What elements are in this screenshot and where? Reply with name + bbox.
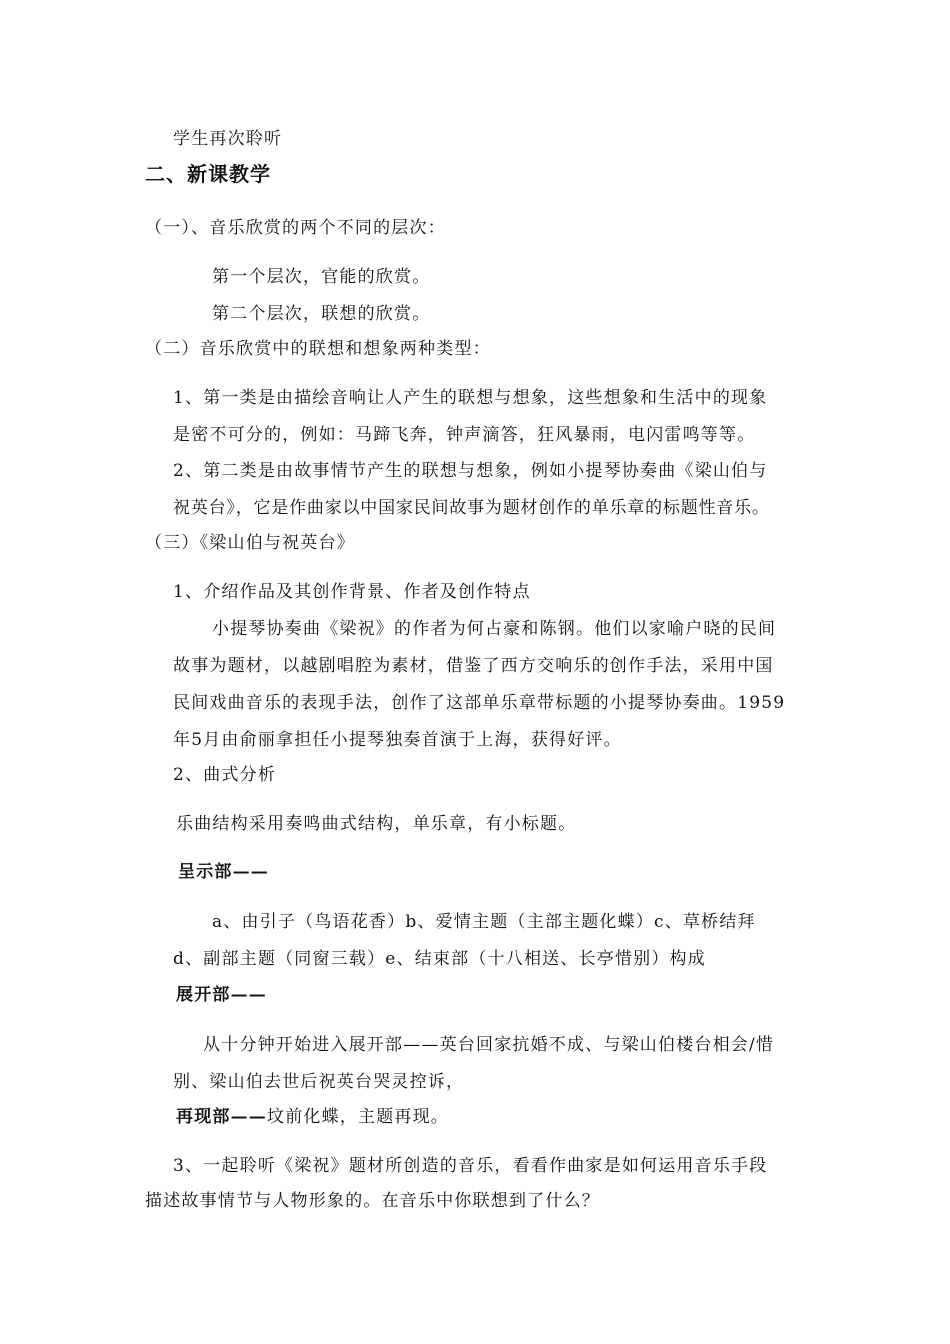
text-line: 祝英台》，它是作曲家以中国家民间故事为题材创作的单乐章的标题性音乐。	[173, 498, 770, 518]
text-line: a、由引子（鸟语花香）b、爱情主题（主部主题化蝶）c、草桥结拜	[212, 912, 756, 932]
text-line: 乐曲结构采用奏鸣曲式结构，单乐章，有小标题。	[176, 814, 577, 834]
text-line: d、副部主题（同窗三载）e、结束部（十八相送、长亭惜别）构成	[173, 949, 706, 969]
text-line: 小提琴协奏曲《梁祝》的作者为何占豪和陈钢。他们以家喻户晓的民间	[212, 619, 777, 639]
text-span: 坟前化蝶，主题再现。	[267, 1107, 449, 1127]
text-line: 是密不可分的，例如：马蹄飞奔，钟声滴答，狂风暴雨，电闪雷鸣等等。	[173, 425, 756, 445]
label-development: 展开部——	[176, 985, 267, 1005]
text-line: 第二个层次，联想的欣赏。	[212, 304, 431, 324]
text-line: 学生再次聆听	[173, 129, 283, 149]
section-heading: 二、新课教学	[145, 162, 271, 186]
label-recapitulation: 再现部——	[176, 1107, 267, 1127]
text-line	[176, 1106, 449, 1128]
text-line: 故事为题材，以越剧唱腔为素材，借鉴了西方交响乐的创作手法，采用中国	[173, 656, 774, 676]
text-line: 年5月由俞丽拿担任小提琴独奏首演于上海，获得好评。	[173, 730, 622, 750]
text-line: 描述故事情节与人物形象的。在音乐中你联想到了什么？	[145, 1191, 600, 1211]
subsection-heading: （一）、音乐欣赏的两个不同的层次：	[145, 218, 446, 238]
text-line: 从十分钟开始进入展开部——英台回家抗婚不成、与梁山伯楼台相会/惜	[203, 1035, 775, 1055]
label-exposition: 呈示部——	[178, 862, 269, 882]
text-line: 别、梁山伯去世后祝英台哭灵控诉，	[173, 1072, 465, 1092]
text-line: 1、第一类是由描绘音响让人产生的联想与想象，这些想象和生活中的现象	[173, 388, 768, 408]
text-line: 3、一起聆听《梁祝》题材所创造的音乐，看看作曲家是如何运用音乐手段	[173, 1156, 768, 1176]
subsection-heading: （二）音乐欣赏中的联想和想象两种类型：	[145, 339, 491, 359]
text-line: 2、曲式分析	[173, 765, 277, 785]
text-line: 2、第二类是由故事情节产生的联想与想象，例如小提琴协奏曲《梁山伯与	[173, 461, 768, 481]
subsection-heading: （三）《梁山伯与祝英台》	[145, 533, 355, 553]
text-line: 第一个层次，官能的欣赏。	[212, 267, 431, 287]
text-line: 民间戏曲音乐的表现手法，创作了这部单乐章带标题的小提琴协奏曲。1959	[173, 693, 786, 713]
text-line: 1、介绍作品及其创作背景、作者及创作特点	[173, 582, 531, 602]
